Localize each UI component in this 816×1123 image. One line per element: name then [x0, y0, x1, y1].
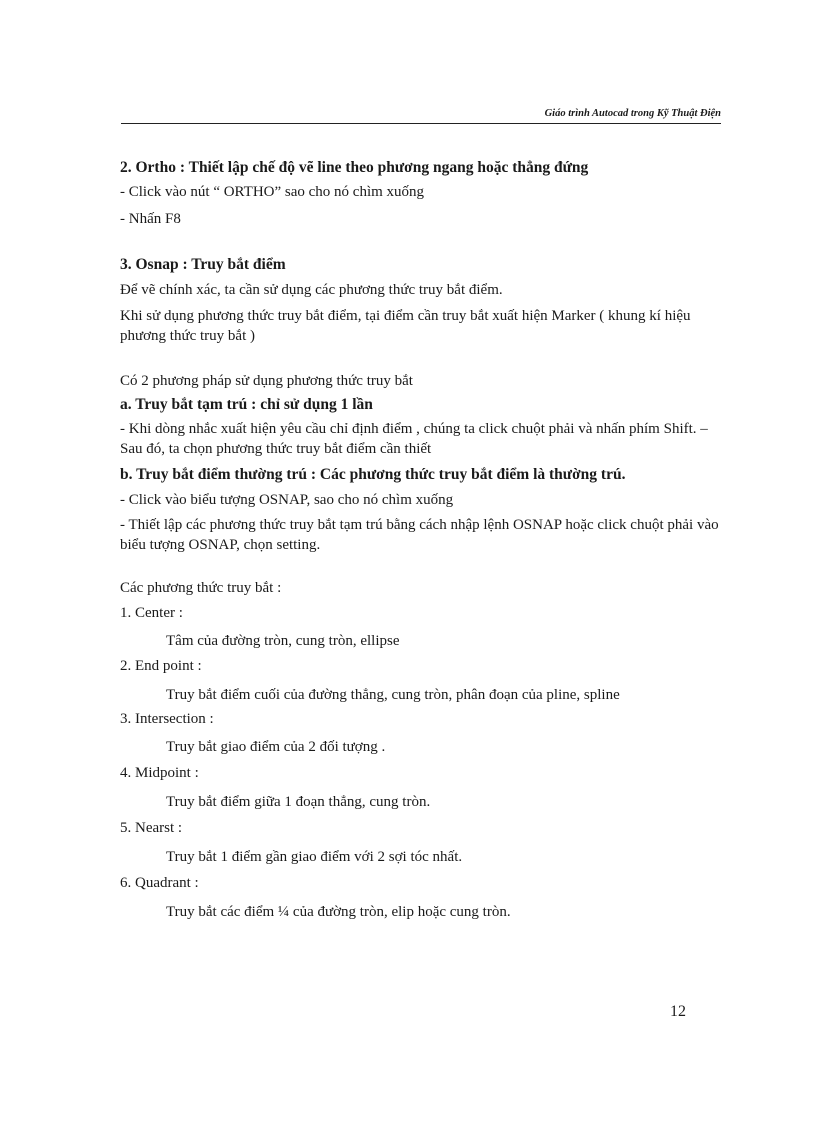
page-number: 12 [670, 1003, 686, 1020]
snap-mode-desc: Truy bắt điểm giữa 1 đoạn thẳng, cung tròn. [166, 794, 431, 810]
snap-mode-name: 3. Intersection : [120, 711, 214, 727]
ortho-heading: 2. Ortho : Thiết lập chế độ vẽ line theo phương ngang hoặc thẳng đứng [120, 159, 589, 176]
snap-modes-intro: Các phương thức truy bắt : [120, 580, 282, 596]
header-rule [121, 123, 721, 124]
ortho-line: - Click vào nút “ ORTHO” sao cho nó chìm xuống [120, 184, 425, 200]
methods-intro: Có 2 phương pháp sử dụng phương thức truy bắt [120, 373, 413, 389]
page-content [120, 158, 720, 922]
temporary-snap-heading: a. Truy bắt tạm trú : chỉ sử dụng 1 lần [120, 396, 373, 413]
snap-mode-name: 1. Center : [120, 605, 183, 621]
osnap-intro: Để vẽ chính xác, ta cần sử dụng các phương thức truy bắt điểm. [120, 282, 503, 298]
snap-mode-desc: Truy bắt giao điểm của 2 đối tượng . [166, 739, 386, 755]
temporary-snap-text: - Khi dòng nhắc xuất hiện yêu cầu chỉ định điểm , chúng ta click chuột phải và nhấn phím Shift. – Sau đó, ta chọn phương thức truy bắt điểm cần thiết [120, 421, 708, 457]
running-snap-heading: b. Truy bắt điểm thường trú : Các phương thức truy bắt điểm là thường trú. [120, 466, 626, 483]
running-header: Giáo trình Autocad trong Kỹ Thuật Điện [544, 108, 721, 119]
snap-mode-desc: Tâm của đường tròn, cung tròn, ellipse [166, 633, 400, 649]
running-snap-line: - Thiết lập các phương thức truy bắt tạm trú bằng cách nhập lệnh OSNAP hoặc click chuột phải vào biểu tượng OSNAP, chọn setting. [120, 517, 719, 553]
ortho-line: - Nhấn F8 [120, 211, 181, 227]
snap-mode-name: 4. Midpoint : [120, 765, 199, 781]
snap-mode-name: 5. Nearst : [120, 820, 183, 836]
snap-mode-desc: Truy bắt điểm cuối của đường thẳng, cung tròn, phân đoạn của pline, spline [166, 687, 620, 703]
snap-mode-name: 6. Quadrant : [120, 875, 199, 891]
snap-mode-desc: Truy bắt các điểm ¼ của đường tròn, elip hoặc cung tròn. [166, 904, 511, 920]
osnap-heading: 3. Osnap : Truy bắt điểm [120, 256, 286, 273]
osnap-marker-text: Khi sử dụng phương thức truy bắt điểm, tại điểm cần truy bắt xuất hiện Marker ( khung kí hiệu phương thức truy bắt ) [120, 308, 691, 344]
snap-mode-desc: Truy bắt 1 điểm gần giao điểm với 2 sợi tóc nhất. [166, 849, 463, 865]
running-snap-line: - Click vào biểu tượng OSNAP, sao cho nó chìm xuống [120, 492, 454, 508]
snap-mode-name: 2. End point : [120, 658, 202, 674]
